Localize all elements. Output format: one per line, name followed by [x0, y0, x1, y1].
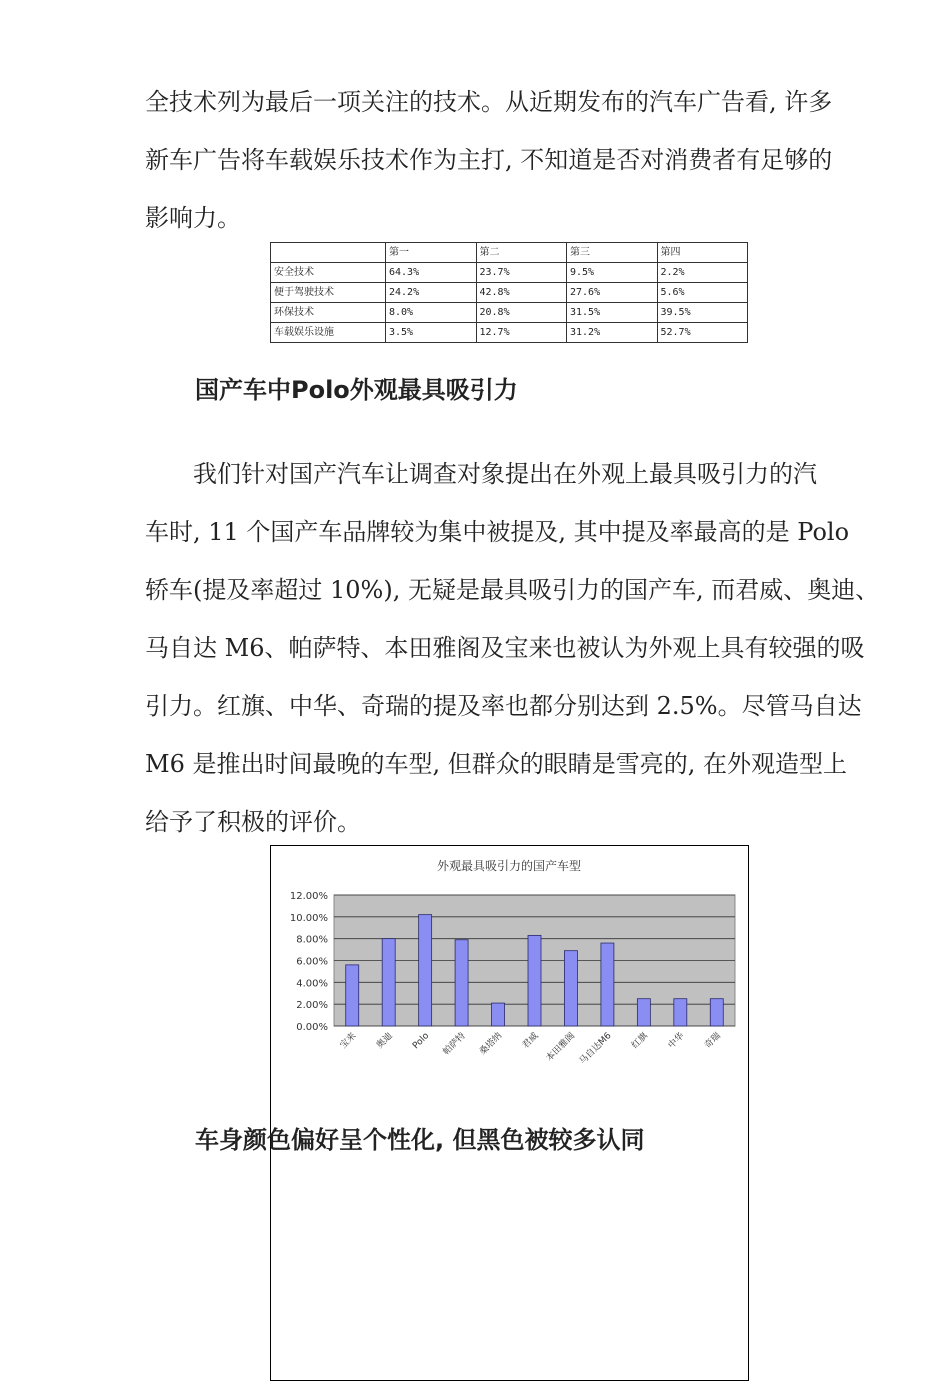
table-cell [271, 243, 386, 263]
section1-line-6: M6 是推出时间最晚的车型, 但群众的眼睛是雪亮的, 在外观造型上 [145, 750, 847, 778]
bar [346, 965, 359, 1026]
table-row [271, 263, 748, 283]
bar [419, 915, 432, 1026]
y-tick-label: 4.00% [296, 978, 328, 990]
table-cell: 第一 [386, 243, 477, 263]
table-cell: 2.2% [657, 263, 748, 283]
x-tick-label: 奥迪 [374, 1031, 395, 1051]
bar [674, 999, 687, 1026]
car-appeal-bar-chart [270, 845, 750, 1382]
intro-paragraph [145, 73, 890, 247]
table-cell: 9.5% [567, 263, 658, 283]
x-tick-label: 帕萨特 [441, 1031, 468, 1058]
table-row [271, 303, 748, 323]
bar [710, 999, 723, 1026]
table-cell: 5.6% [657, 283, 748, 303]
y-tick-label: 2.00% [296, 1000, 328, 1012]
table-cell: 第二 [476, 243, 567, 263]
table-cell: 12.7% [476, 323, 567, 343]
y-tick-label: 6.00% [296, 956, 328, 968]
table-cell: 第三 [567, 243, 658, 263]
section1-line-1: 我们针对国产汽车让调查对象提出在外观上最具吸引力的汽 [193, 460, 817, 488]
x-tick-label: 红旗 [630, 1031, 650, 1051]
x-tick-label: 马自达M6 [577, 1031, 614, 1067]
bar [455, 940, 468, 1026]
x-tick-label: 中华 [666, 1031, 687, 1051]
table-cell: 27.6% [567, 283, 658, 303]
x-tick-label: 本田雅阁 [544, 1031, 578, 1064]
bar [528, 935, 541, 1026]
chart-title: 外观最具吸引力的国产车型 [436, 859, 582, 873]
section1-line-2: 车时, 11 个国产车品牌较为集中被提及, 其中提及率最高的是 Polo [145, 518, 850, 546]
table-cell: 车载娱乐设施 [271, 323, 386, 343]
table-cell: 20.8% [476, 303, 567, 323]
bar [382, 939, 395, 1026]
section-heading-polo: 国产车中Polo外观最具吸引力 [195, 376, 518, 404]
table-cell: 42.8% [476, 283, 567, 303]
x-tick-label: Polo [411, 1031, 432, 1052]
y-tick-label: 8.00% [296, 934, 328, 946]
section1-line-7: 给予了积极的评价。 [145, 808, 361, 836]
table-cell: 第四 [657, 243, 748, 263]
bar [637, 999, 650, 1026]
section1-line-4: 马自达 M6、帕萨特、本田雅阁及宝来也被认为外观上具有较强的吸 [145, 634, 865, 662]
x-tick-label: 奇瑞 [703, 1031, 723, 1051]
y-tick-label: 0.00% [296, 1022, 328, 1033]
y-tick-label: 10.00% [289, 912, 328, 924]
table-row [271, 323, 748, 343]
table-header-row [271, 243, 748, 263]
table-cell: 环保技术 [271, 303, 386, 323]
x-tick-label: 宝来 [338, 1031, 359, 1051]
table-cell: 23.7% [476, 263, 567, 283]
x-tick-label: 君威 [520, 1031, 541, 1051]
section1-paragraph [145, 445, 890, 851]
y-tick-label: 12.00% [289, 891, 328, 902]
section1-line-5: 引力。红旗、中华、奇瑞的提及率也都分别达到 2.5%。尽管马自达 [145, 692, 862, 720]
section-heading-color: 车身颜色偏好呈个性化, 但黑色被较多认同 [195, 1126, 645, 1154]
table-cell: 便于驾驶技术 [271, 283, 386, 303]
table-row [271, 283, 748, 303]
intro-line-1: 全技术列为最后一项关注的技术。从近期发布的汽车广告看, 许多 [145, 88, 833, 116]
bar [601, 943, 614, 1026]
intro-line-2: 新车广告将车载娱乐技术作为主打, 不知道是否对消费者有足够的 [145, 146, 833, 174]
section1-line-3: 轿车(提及率超过 10%), 无疑是最具吸引力的国产车, 而君威、奥迪、 [145, 576, 880, 604]
tech-ranking-table [270, 242, 748, 343]
x-tick-label: 桑塔纳 [477, 1031, 505, 1058]
intro-line-3: 影响力。 [145, 204, 241, 232]
table-cell: 52.7% [657, 323, 748, 343]
table-cell: 3.5% [386, 323, 477, 343]
table-cell: 31.5% [567, 303, 658, 323]
bar [564, 951, 577, 1026]
table-cell: 安全技术 [271, 263, 386, 283]
table-cell: 31.2% [567, 323, 658, 343]
bar [492, 1003, 505, 1026]
table-cell: 39.5% [657, 303, 748, 323]
table-cell: 8.0% [386, 303, 477, 323]
table-cell: 64.3% [386, 263, 477, 283]
table-cell: 24.2% [386, 283, 477, 303]
